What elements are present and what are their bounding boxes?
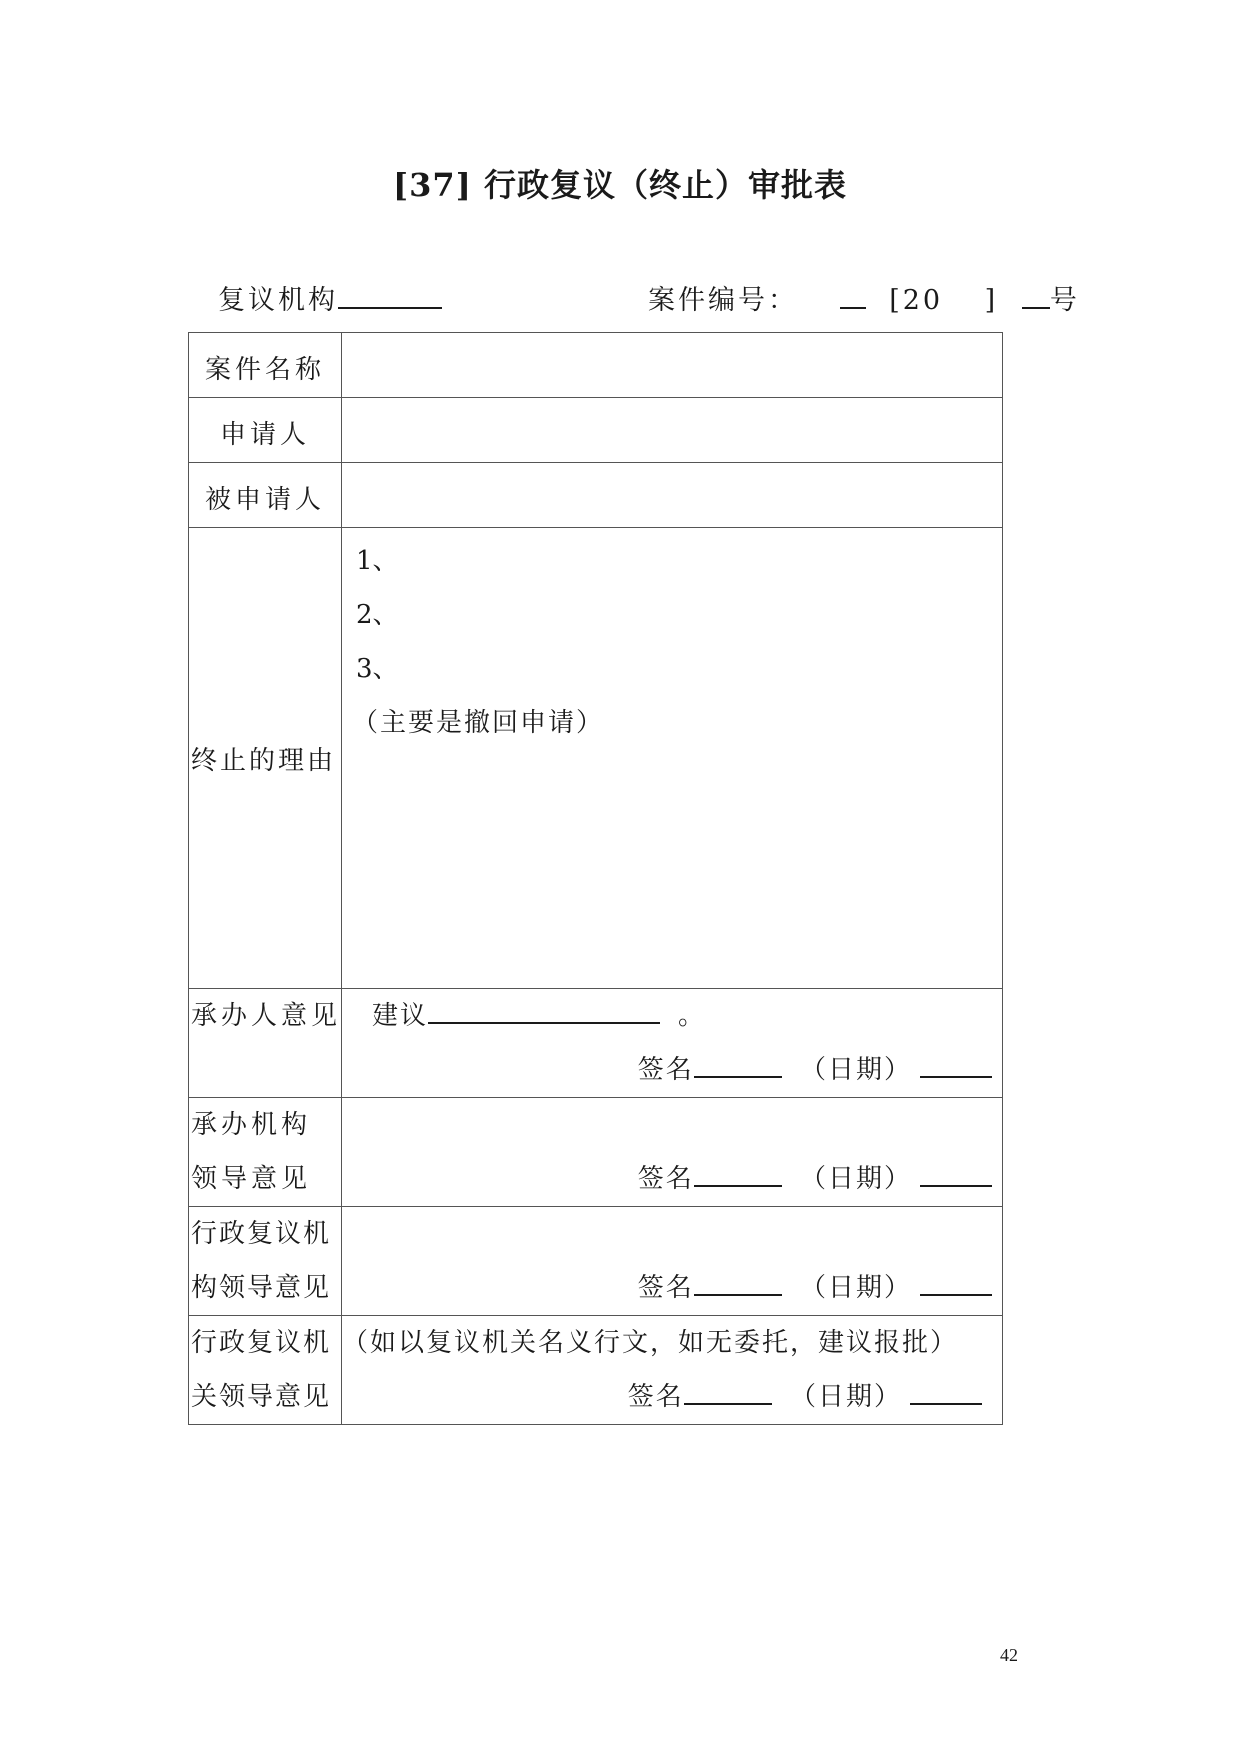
case-number-suffix: 号	[1049, 285, 1080, 316]
review-agency-leader-label	[189, 1207, 342, 1316]
sign-label: 签名	[637, 1273, 694, 1303]
sign-blank[interactable]	[694, 1163, 782, 1187]
review-agency-leader-label-line2: 构领导意见	[191, 1273, 332, 1303]
respondent-row	[189, 463, 1003, 528]
reason-value[interactable]	[342, 528, 1003, 989]
page-number: 42	[1000, 1645, 1018, 1665]
review-agency-leader-label-line1: 行政复议机	[191, 1219, 332, 1249]
review-organ-leader-value[interactable]	[342, 1316, 1003, 1425]
agency-leader-label-line2: 领导意见	[191, 1164, 312, 1194]
suggest-end: 。	[678, 1001, 707, 1031]
case-number-prefix-blank[interactable]	[840, 285, 866, 309]
reason-note: （主要是撤回申请）	[352, 708, 605, 738]
respondent-value[interactable]	[342, 463, 1003, 528]
handler-suggestion	[352, 989, 992, 1043]
applicant-label: 申请人	[189, 398, 342, 463]
review-organ-leader-row	[189, 1316, 1003, 1425]
page-title: [37] 行政复议（终止）审批表	[393, 166, 847, 204]
reason-item-3: 3、	[356, 654, 399, 684]
agency-field	[218, 278, 442, 317]
sign-blank[interactable]	[694, 1054, 782, 1078]
review-organ-leader-label	[189, 1316, 342, 1425]
date-blank[interactable]	[920, 1163, 992, 1187]
case-name-value[interactable]	[342, 333, 1003, 398]
date-blank[interactable]	[920, 1272, 992, 1296]
handler-opinion-label: 承办人意见	[189, 989, 342, 1098]
handler-opinion-row	[189, 989, 1003, 1098]
review-agency-leader-row	[189, 1207, 1003, 1316]
case-number-label: 案件编号：	[648, 285, 798, 316]
agency-leader-row	[189, 1098, 1003, 1207]
review-organ-note: （如以复议机关名义行文，如无委托，建议报批）	[342, 1328, 959, 1358]
case-number-seq-blank[interactable]	[1022, 285, 1050, 309]
handler-opinion-value[interactable]	[342, 989, 1003, 1098]
case-name-row	[189, 333, 1003, 398]
reason-item-1: 1、	[356, 546, 399, 576]
date-label: （日期）	[799, 1164, 912, 1194]
review-organ-leader-label-line1: 行政复议机	[191, 1328, 332, 1358]
suggest-label: 建议	[372, 1001, 429, 1031]
agency-leader-label-line1: 承办机构	[191, 1110, 312, 1140]
review-organ-leader-label-line2: 关领导意见	[191, 1382, 332, 1412]
agency-label: 复议机构	[218, 285, 338, 316]
applicant-value[interactable]	[342, 398, 1003, 463]
agency-leader-value[interactable]	[342, 1098, 1003, 1207]
sign-blank[interactable]	[684, 1381, 772, 1405]
agency-blank[interactable]	[338, 285, 442, 309]
date-label: （日期）	[799, 1055, 912, 1085]
sign-label: 签名	[637, 1164, 694, 1194]
case-number-year-bracket: [20	[889, 285, 944, 316]
date-label: （日期）	[799, 1273, 912, 1303]
approval-form-table	[188, 332, 1003, 1425]
case-name-label: 案件名称	[189, 333, 342, 398]
reason-item-2: 2、	[356, 600, 399, 630]
applicant-row	[189, 398, 1003, 463]
reason-label: 终止的理由	[189, 528, 342, 989]
case-number-field	[648, 278, 1080, 317]
sign-label: 签名	[627, 1382, 684, 1412]
case-number-close-bracket: ]	[984, 285, 999, 316]
handler-signature	[352, 1043, 992, 1097]
review-organ-leader-signature	[342, 1370, 992, 1424]
agency-leader-signature	[352, 1152, 992, 1206]
date-blank[interactable]	[910, 1381, 982, 1405]
sign-blank[interactable]	[694, 1272, 782, 1296]
review-agency-leader-signature	[352, 1261, 992, 1315]
review-agency-leader-value[interactable]	[342, 1207, 1003, 1316]
sign-label: 签名	[637, 1055, 694, 1085]
suggest-blank[interactable]	[428, 1000, 660, 1024]
agency-leader-label	[189, 1098, 342, 1207]
date-label: （日期）	[789, 1382, 902, 1412]
date-blank[interactable]	[920, 1054, 992, 1078]
respondent-label: 被申请人	[189, 463, 342, 528]
reason-row	[189, 528, 1003, 989]
